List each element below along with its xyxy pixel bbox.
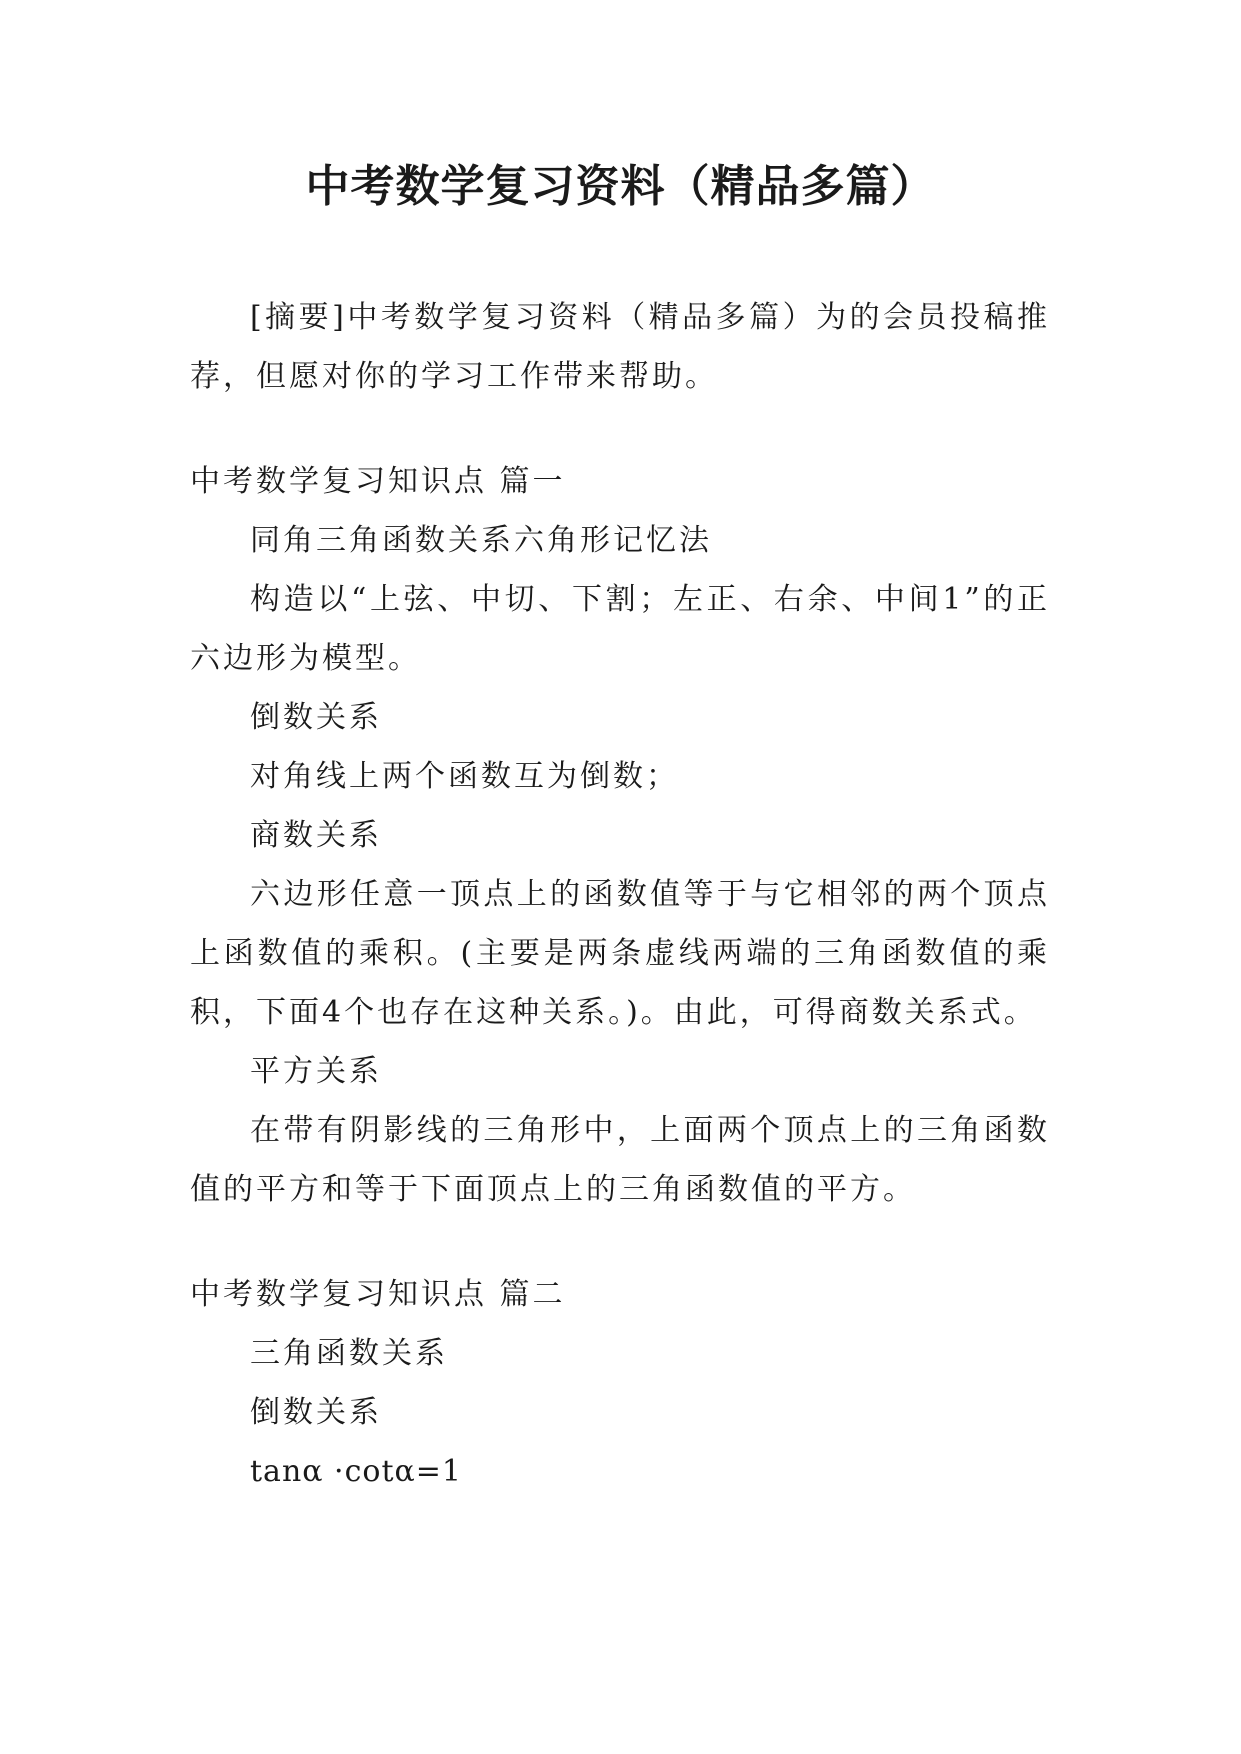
formula-line: tanα ·cotα=1 <box>250 1454 462 1489</box>
paragraph: 三角函数关系 <box>250 1336 448 1371</box>
paragraph: 同角三角函数关系六角形记忆法 <box>250 523 712 558</box>
section-gap <box>190 1219 1050 1265</box>
paragraph: 商数关系 <box>250 818 382 853</box>
section-gap <box>190 406 1050 452</box>
paragraph: 倒数关系 <box>250 1395 382 1430</box>
paragraph: 对角线上两个函数互为倒数； <box>250 759 679 794</box>
document-body <box>190 288 1050 1501</box>
paragraph: 平方关系 <box>250 1054 382 1089</box>
document-title: 中考数学复习资料（精品多篇） <box>305 161 936 212</box>
paragraph: 在带有阴影线的三角形中，上面两个顶点上的三角函数值的平方和等于下面顶点上的三角函数值的平方。 <box>190 1113 1050 1207</box>
paragraph: 构造以“上弦、中切、下割；左正、右余、中间1”的正六边形为模型。 <box>190 582 1050 676</box>
paragraph: 六边形任意一顶点上的函数值等于与它相邻的两个顶点上函数值的乘积。(主要是两条虚线两端的三角函数值的乘积，下面4个也存在这种关系。)。由此，可得商数关系式。 <box>190 877 1050 1030</box>
section-heading-1: 中考数学复习知识点 篇一 <box>190 464 566 499</box>
abstract-paragraph: [摘要]中考数学复习资料（精品多篇）为的会员投稿推荐，但愿对你的学习工作带来帮助。 <box>190 300 1050 394</box>
section-heading-2: 中考数学复习知识点 篇二 <box>190 1277 566 1312</box>
paragraph: 倒数关系 <box>250 700 382 735</box>
